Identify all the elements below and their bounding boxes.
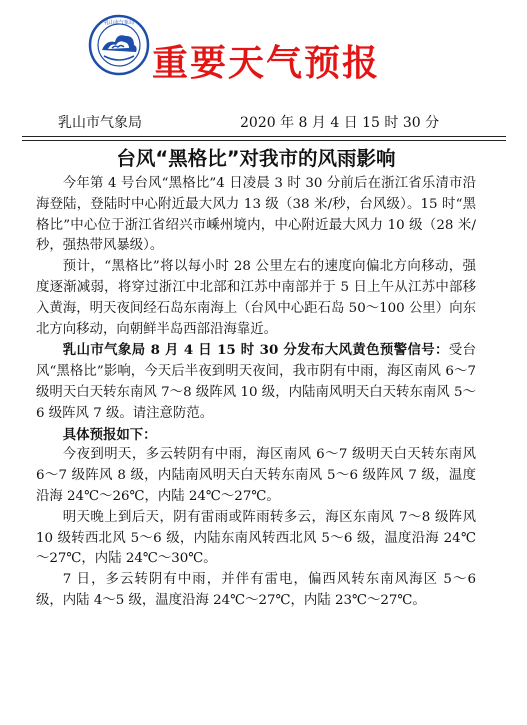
warning-body: 受台风“黑格比”影响，今天后半夜到明天夜间，我市阴有中雨，海区南风 6～7 级明天白天转东南风 7～8 级阵风 10 级，内陆南风明天白天转东南风 5～6 级阵风 7 级。请注意防范。 [36, 343, 476, 421]
issuer: 乳山市气象局 [58, 115, 142, 131]
forecast-heading: 具体预报如下： [62, 426, 157, 443]
divider-bottom [22, 140, 506, 141]
paragraph-warning [36, 340, 476, 424]
meteorological-bureau-logo-icon [88, 14, 150, 76]
divider-top [22, 136, 506, 137]
article-body [36, 146, 476, 612]
document-header [0, 0, 527, 112]
forecast-tomorrow-night: 明天晚上到后天，阴有雷雨或阵雨转多云，海区东南风 7～8 级阵风 10 级转西北风 5～6 级，内陆东南风转西北风 5～6 级，温度沿海 24℃～27℃，内陆 24℃～30℃。 [36, 509, 476, 567]
warning-title: 乳山市气象局 8 月 4 日 15 时 30 分发布大风黄色预警信号： [62, 342, 449, 359]
logo-label: 乳山市气象局 [103, 20, 135, 26]
paragraph-typhoon-forecast: 预计，“黑格比”将以每小时 28 公里左右的速度向偏北方向移动，强度逐渐减弱，将穿过浙江中北部和江苏中南部并于 5 日上午从江苏中部移入黄海，明天夜间经石岛东南海上（台风中心距石岛 50～100 公里）向东北方向移动，向朝鲜半岛西部沿海靠近。 [36, 259, 476, 337]
forecast-tonight-tomorrow: 今夜到明天，多云转阴有中雨，海区南风 6～7 级明天白天转东南风 6～7 级阵风 8 级，内陆南风明天白天转东南风 5～6 级阵风 7 级，温度沿海 24℃～26℃，内陆 24℃～27℃。 [36, 447, 476, 504]
page-title: 重要天气预报 [152, 43, 381, 84]
issue-info [0, 113, 527, 133]
paragraph-typhoon-status: 今年第 4 号台风“黑格比”4 日凌晨 3 时 30 分前后在浙江省乐清市沿海登陆，登陆时中心附近最大风力 13 级（38 米/秒，台风级）。15 时“黑格比”中心位于浙江省绍兴市嵊州境内，中心附近最大风力 10 级（28 米/秒，强热带风暴级）。 [36, 176, 476, 254]
article-headline: 台风“黑格比”对我市的风雨影响 [116, 147, 396, 170]
issue-time: 2020 年 8 月 4 日 15 时 30 分 [240, 115, 440, 131]
forecast-day-7: 7 日，多云转阴有中雨，并伴有雷电，偏西风转东南风海区 5～6 级，内陆 4～5 级，温度沿海 24℃～27℃，内陆 23℃～27℃。 [36, 572, 476, 608]
